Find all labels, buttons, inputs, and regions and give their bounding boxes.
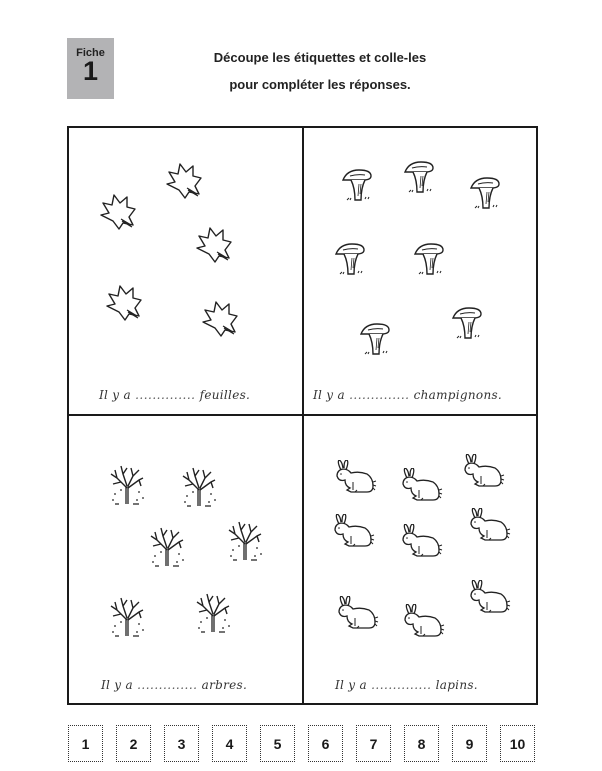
caption-trees <box>101 678 247 692</box>
number-card-4[interactable]: 4 <box>212 725 247 762</box>
number-card-1[interactable]: 1 <box>68 725 103 762</box>
bare-tree-icon <box>227 520 265 562</box>
number-card-3[interactable]: 3 <box>164 725 199 762</box>
mushroom-icon <box>469 174 503 212</box>
mushroom-icon <box>334 240 368 278</box>
exercise-grid <box>67 126 538 705</box>
number-card-8[interactable]: 8 <box>404 725 439 762</box>
mushroom-icon <box>341 166 375 204</box>
answer-blank-leaves[interactable]: .............. <box>135 388 196 402</box>
instruction-line-2: pour compléter les réponses. <box>229 77 411 92</box>
fiche-number: 1 <box>82 56 99 86</box>
caption-leaves <box>99 388 250 402</box>
caption-noun: arbres. <box>201 678 248 692</box>
rabbit-icon <box>401 604 447 640</box>
answer-blank-trees[interactable]: .............. <box>137 678 198 692</box>
caption-noun: lapins. <box>435 678 478 692</box>
bare-tree-icon <box>195 592 233 634</box>
mushroom-icon <box>359 320 393 358</box>
fiche-label: Fiche <box>76 47 105 59</box>
caption-noun: feuilles. <box>199 388 251 402</box>
maple-leaf-icon <box>99 193 139 233</box>
bare-tree-icon <box>109 464 147 506</box>
caption-noun: champignons. <box>413 388 503 402</box>
answer-blank-rabbits[interactable]: .............. <box>371 678 432 692</box>
rabbit-icon <box>335 596 381 632</box>
number-card-2[interactable]: 2 <box>116 725 151 762</box>
caption-prefix: Il y a <box>335 678 367 692</box>
rabbit-icon <box>467 508 513 544</box>
number-card-6[interactable]: 6 <box>308 725 343 762</box>
bare-tree-icon <box>109 596 147 638</box>
answer-blank-mushrooms[interactable]: .............. <box>349 388 410 402</box>
number-card-5[interactable]: 5 <box>260 725 295 762</box>
fiche-badge <box>67 38 114 99</box>
mushroom-icon <box>403 158 437 196</box>
caption-prefix: Il y a <box>99 388 131 402</box>
caption-mushrooms <box>313 388 502 402</box>
caption-prefix: Il y a <box>313 388 345 402</box>
maple-leaf-icon <box>165 162 205 202</box>
rabbit-icon <box>467 580 513 616</box>
maple-leaf-icon <box>195 226 235 266</box>
instruction-line-1: Découpe les étiquettes et colle-les <box>213 50 427 65</box>
caption-rabbits <box>335 678 478 692</box>
mushroom-icon <box>451 304 485 342</box>
rabbit-icon <box>461 454 507 490</box>
bare-tree-icon <box>181 466 219 508</box>
number-card-9[interactable]: 9 <box>452 725 487 762</box>
instructions <box>170 44 470 98</box>
grid-divider-horizontal <box>69 414 536 416</box>
caption-prefix: Il y a <box>101 678 133 692</box>
maple-leaf-icon <box>201 300 241 340</box>
rabbit-icon <box>399 468 445 504</box>
mushroom-icon <box>413 240 447 278</box>
maple-leaf-icon <box>105 284 145 324</box>
number-card-7[interactable]: 7 <box>356 725 391 762</box>
rabbit-icon <box>333 460 379 496</box>
number-card-10[interactable]: 10 <box>500 725 535 762</box>
rabbit-icon <box>331 514 377 550</box>
rabbit-icon <box>399 524 445 560</box>
bare-tree-icon <box>149 526 187 568</box>
